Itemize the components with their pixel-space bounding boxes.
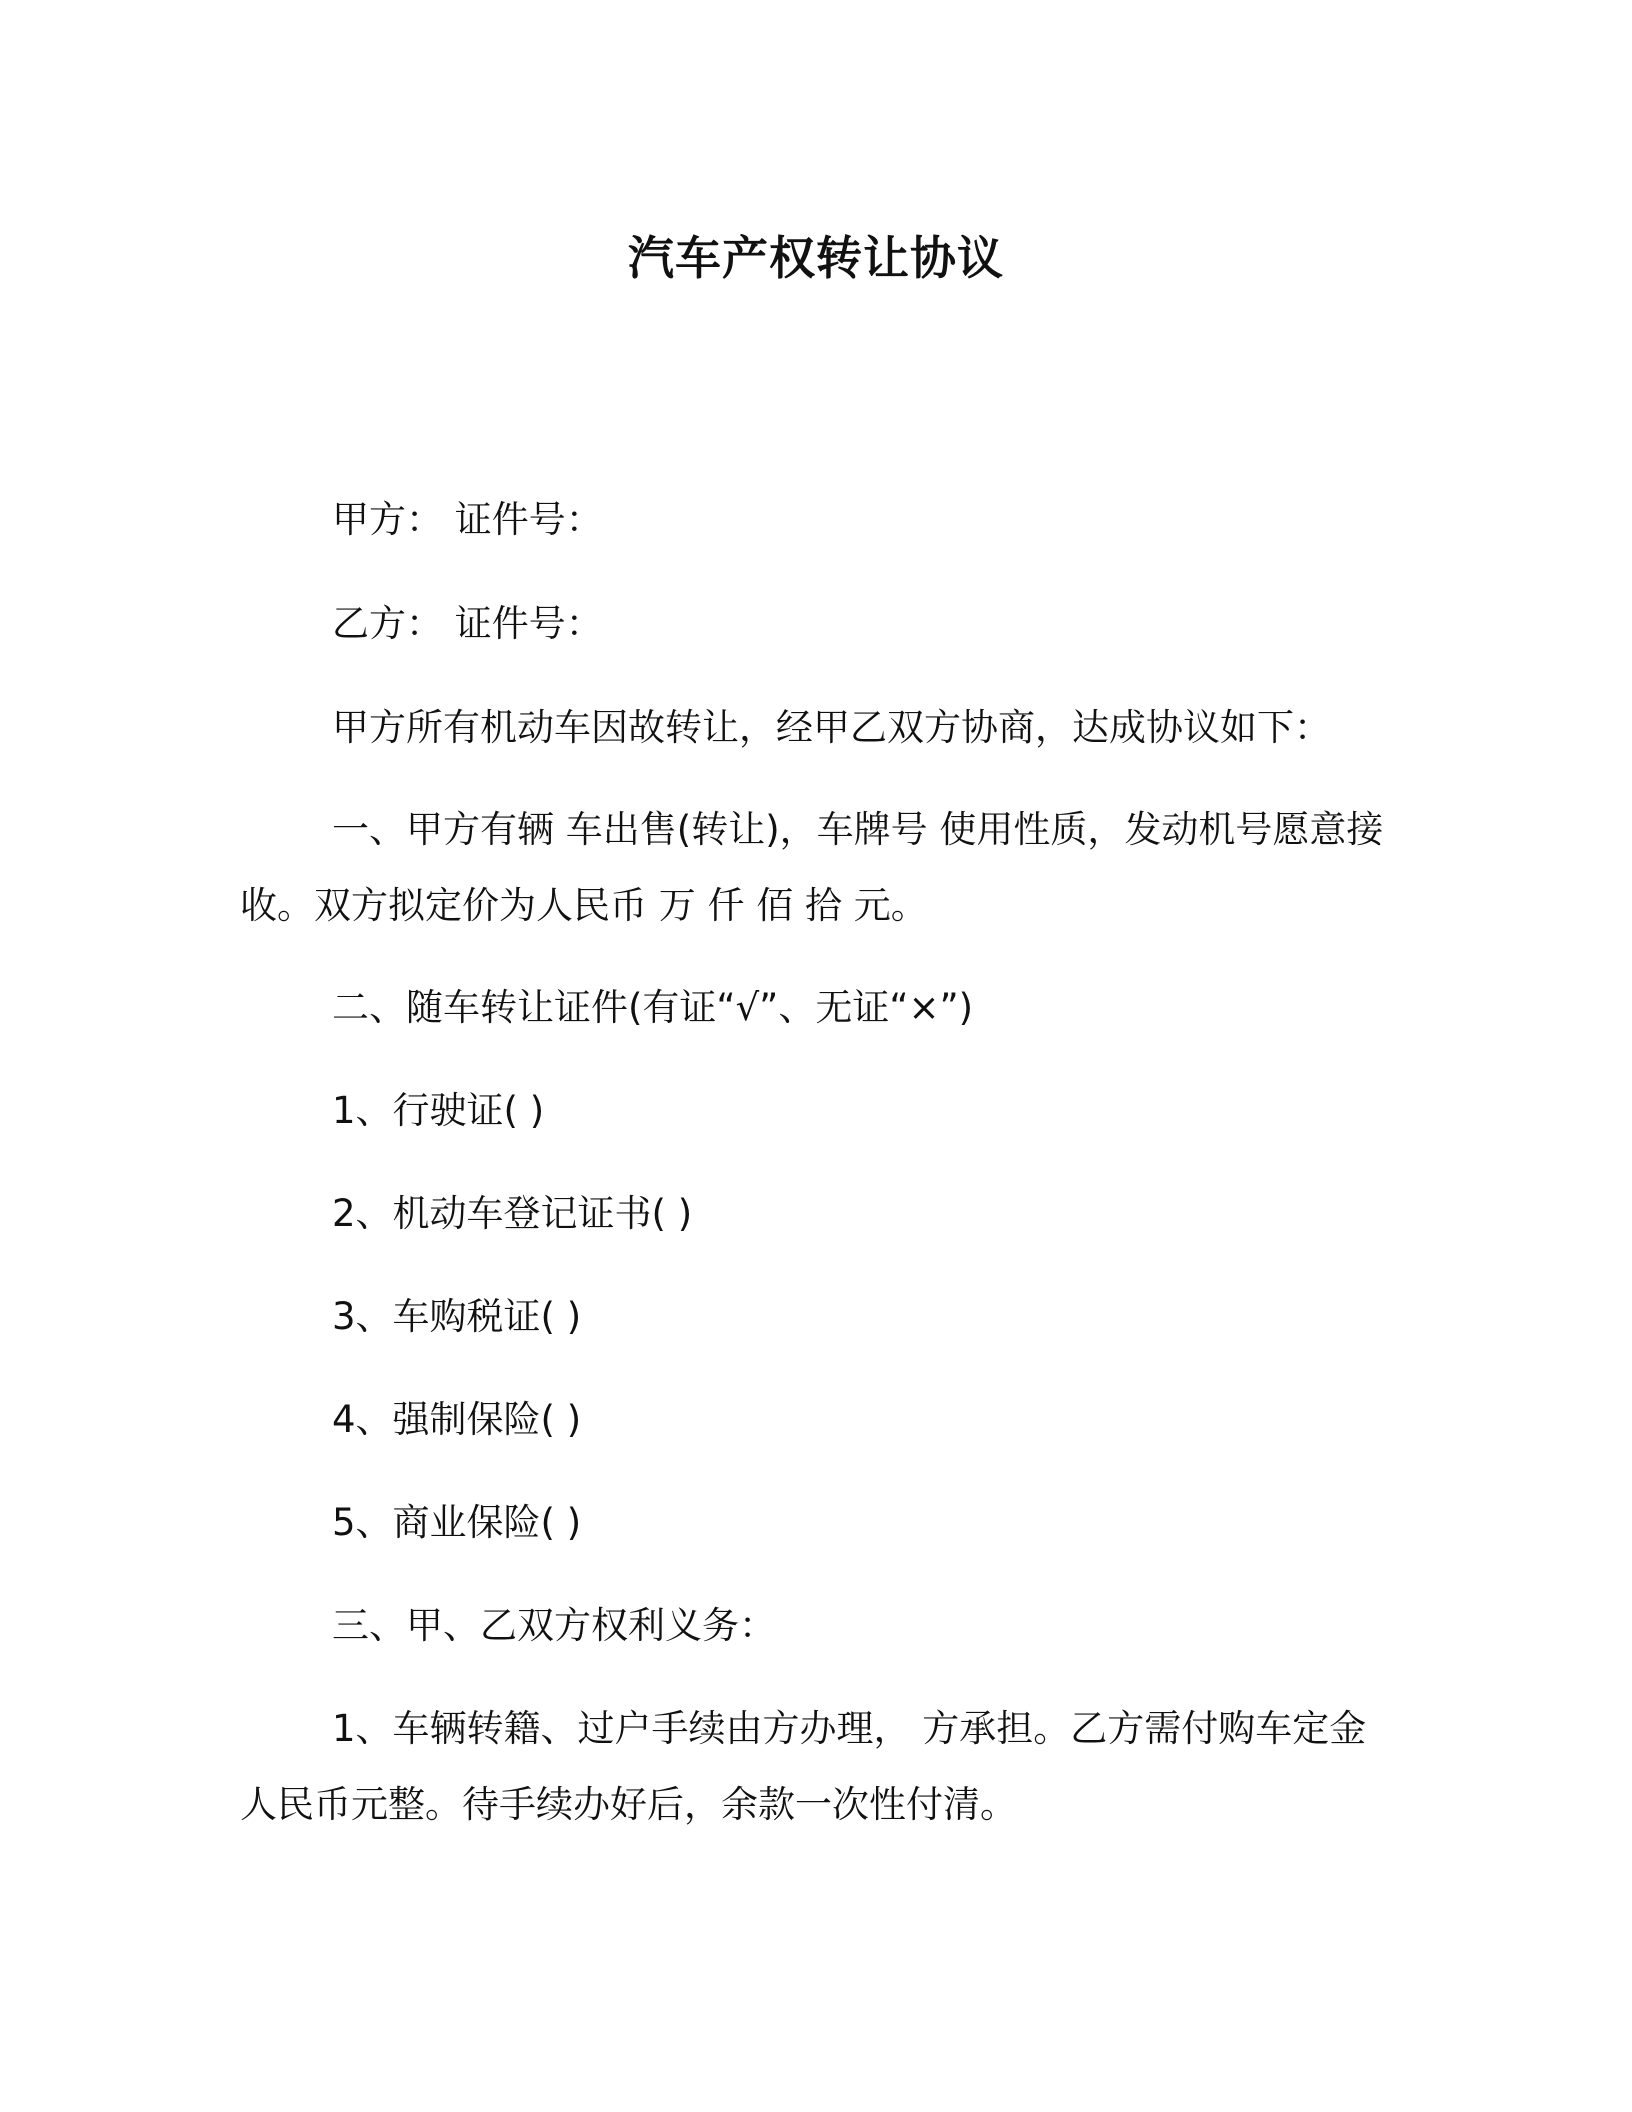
clause-3-item-1-line-2: 人民币元整。待手续办好后，余款一次性付清。 <box>240 1783 1017 1826</box>
document-item-3: 3、车购税证( ) <box>332 1295 582 1338</box>
preamble-line: 甲方所有机动车因故转让，经甲乙双方协商，达成协议如下： <box>332 706 1331 749</box>
clause-2-heading: 二、随车转让证件(有证“√”、无证“×”) <box>332 986 974 1029</box>
clause-1-line-2: 收。双方拟定价为人民币 万 仟 佰 拾 元。 <box>240 884 928 927</box>
document-item-1: 1、行驶证( ) <box>332 1089 545 1132</box>
document-item-5: 5、商业保险( ) <box>332 1501 582 1544</box>
party-a-line: 甲方： 证件号： <box>332 498 603 541</box>
document-title: 汽车产权转让协议 <box>628 231 1004 285</box>
clause-3-heading: 三、甲、乙双方权利义务： <box>332 1604 776 1647</box>
clause-3-item-1-line-1: 1、车辆转籍、过户手续由方办理， 方承担。乙方需付购车定金 <box>332 1707 1367 1750</box>
party-b-line: 乙方： 证件号： <box>332 602 603 645</box>
document-item-2: 2、机动车登记证书( ) <box>332 1192 693 1235</box>
document-item-4: 4、强制保险( ) <box>332 1398 582 1441</box>
clause-1-line-1: 一、甲方有辆 车出售(转让)，车牌号 使用性质，发动机号愿意接 <box>332 808 1384 851</box>
